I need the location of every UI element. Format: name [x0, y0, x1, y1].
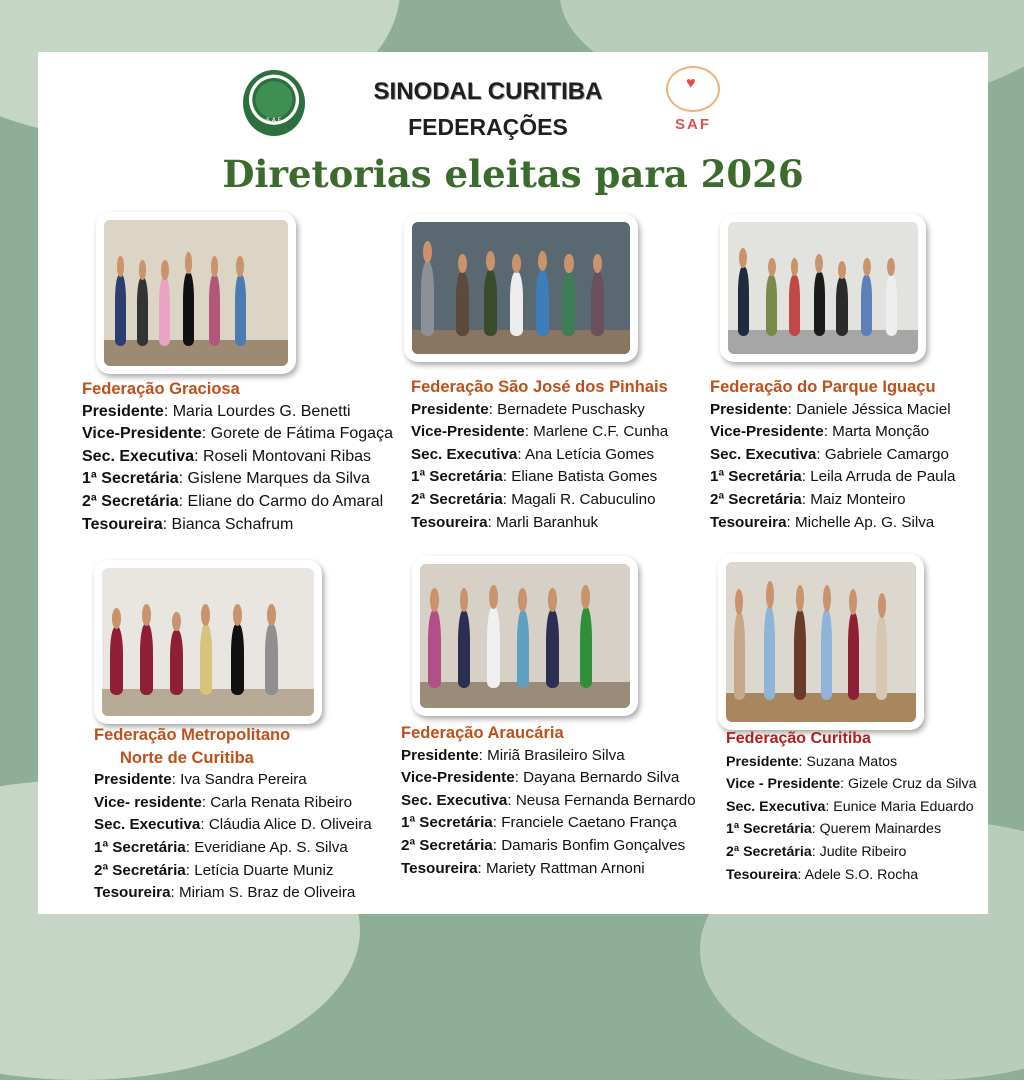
member-row: Tesoureira: Mariety Rattman Arnoni — [401, 859, 645, 877]
member-row: Presidente: Daniele Jéssica Maciel — [710, 400, 951, 418]
photo-graciosa — [96, 212, 296, 374]
federation-title: Federação São José dos Pinhais — [411, 378, 668, 396]
header-line-2: FEDERAÇÕES — [408, 114, 568, 140]
member-row: Tesoureira: Adele S.O. Rocha — [726, 866, 919, 883]
poster-card — [38, 52, 988, 914]
member-row: Sec. Executiva: Roseli Montovani Ribas — [82, 447, 372, 465]
member-row: 2ª Secretária: Letícia Duarte Muniz — [94, 861, 334, 879]
member-row: Vice- residente: Carla Renata Ribeiro — [94, 793, 353, 811]
page-title: Diretorias eleitas para 2026 — [222, 152, 804, 196]
federation-sao-jose — [411, 376, 721, 534]
member-row: Sec. Executiva: Cláudia Alice D. Oliveira — [94, 816, 372, 834]
federation-title: Federação Curitiba — [726, 730, 871, 747]
member-row: 1ª Secretária: Franciele Caetano França — [401, 814, 677, 832]
member-row: Presidente: Iva Sandra Pereira — [94, 771, 307, 789]
member-row: Presidente: Maria Lourdes G. Benetti — [82, 402, 351, 420]
member-row: 1ª Secretária: Everidiane Ap. S. Silva — [94, 838, 348, 856]
saf-logo: ♥ SAF — [660, 66, 726, 146]
federation-title: Federação Araucária — [401, 724, 564, 742]
member-row: Sec. Executiva: Gabriele Camargo — [710, 445, 949, 463]
photo-curitiba — [718, 554, 924, 730]
member-row: Sec. Executiva: Eunice Maria Eduardo — [726, 798, 974, 815]
federation-parque-iguacu — [710, 376, 986, 534]
member-row: Presidente: Bernadete Puschasky — [411, 400, 645, 418]
federation-graciosa — [82, 378, 422, 536]
member-row: 1ª Secretária: Eliane Batista Gomes — [411, 468, 658, 486]
member-row: 1ª Secretária: Leila Arruda de Paula — [710, 468, 956, 486]
member-row: Vice-Presidente: Gorete de Fátima Fogaça — [82, 425, 393, 443]
federation-metropolitano — [94, 724, 414, 905]
member-row: Tesoureira: Miriam S. Braz de Oliveira — [94, 884, 356, 902]
header-line-1: SINODAL CURITIBA — [373, 78, 603, 105]
member-row: 1ª Secretária: Gislene Marques da Silva — [82, 470, 370, 488]
member-row: Sec. Executiva: Ana Letícia Gomes — [411, 445, 655, 463]
member-row: Vice-Presidente: Dayana Bernardo Silva — [401, 769, 680, 787]
photo-parque-iguacu — [720, 214, 926, 362]
photo-sao-jose — [404, 214, 638, 362]
member-row: Vice-Presidente: Marta Monção — [710, 423, 930, 441]
federation-title: Federação Graciosa — [82, 380, 240, 398]
member-row: Vice-Presidente: Marlene C.F. Cunha — [411, 423, 669, 441]
member-row: Presidente: Miriã Brasileiro Silva — [401, 746, 625, 764]
member-row: Tesoureira: Bianca Schafrum — [82, 515, 294, 533]
member-row: 2ª Secretária: Maiz Monteiro — [710, 490, 906, 508]
federation-curitiba — [726, 728, 986, 886]
federation-araucaria — [401, 722, 721, 880]
federation-title: Federação Metropolitano — [94, 726, 291, 744]
member-row: 2ª Secretária: Damaris Bonfim Gonçalves — [401, 836, 686, 854]
federation-title: Federação do Parque Iguaçu — [710, 378, 936, 396]
member-row: 2ª Secretária: Magali R. Cabuculino — [411, 490, 656, 508]
photo-araucaria — [412, 556, 638, 716]
member-row: 1ª Secretária: Querem Mainardes — [726, 821, 942, 838]
photo-metropolitano — [94, 560, 322, 724]
member-row: Vice - Presidente: Gizele Cruz da Silva — [726, 776, 977, 793]
member-row: 2ª Secretária: Judite Ribeiro — [726, 843, 907, 860]
member-row: Tesoureira: Michelle Ap. G. Silva — [710, 513, 935, 531]
member-row: Tesoureira: Marli Baranhuk — [411, 513, 599, 531]
member-row: Presidente: Suzana Matos — [726, 753, 898, 770]
sinodal-logo: S.A.F. — [243, 70, 305, 136]
member-row: 2ª Secretária: Eliane do Carmo do Amaral — [82, 492, 384, 510]
member-row: Sec. Executiva: Neusa Fernanda Bernardo — [401, 791, 696, 809]
federation-title-line-2: Norte de Curitiba — [120, 748, 254, 767]
